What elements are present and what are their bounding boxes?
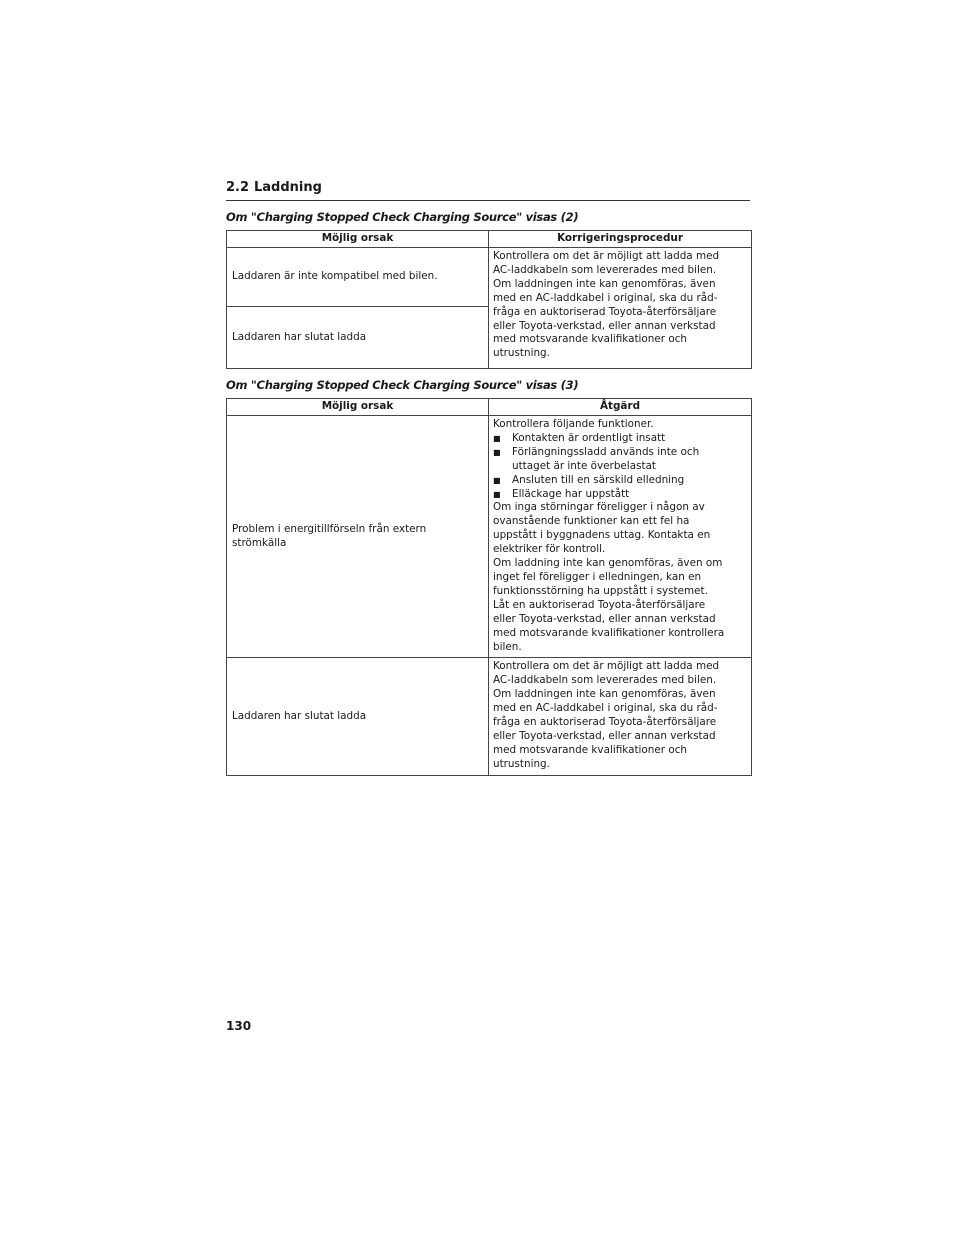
cause-line: strömkälla bbox=[232, 536, 287, 549]
table-row bbox=[227, 416, 752, 658]
table-row bbox=[227, 248, 752, 307]
table2-header-cause: Möjlig orsak bbox=[227, 399, 489, 416]
bullet-text: Ansluten till en särskild elledning bbox=[512, 473, 685, 486]
table1-header-remedy: Korrigeringsprocedur bbox=[489, 231, 752, 248]
list-item bbox=[493, 446, 747, 474]
section-number: 2.2 bbox=[226, 180, 250, 195]
table1 bbox=[226, 230, 752, 369]
bullet-line: Förlängningssladd används inte och bbox=[512, 445, 700, 458]
remedy-line: med motsvarande kvalifikationer och bbox=[493, 333, 687, 346]
remedy-line: utrustning. bbox=[493, 347, 550, 360]
table1-header-row bbox=[227, 231, 752, 248]
table2-cause-2: Laddaren har slutat ladda bbox=[227, 658, 489, 775]
action-intro: Kontrollera följande funktioner. bbox=[493, 418, 654, 430]
remedy-line: Om laddningen inte kan genomföras, även bbox=[493, 277, 716, 290]
action-line: Om laddning inte kan genomföras, även om bbox=[493, 557, 723, 570]
remedy-line: eller Toyota-verkstad, eller annan verkstad bbox=[493, 319, 716, 332]
square-bullet-icon: ■ bbox=[493, 433, 501, 443]
table2-header-action: Åtgärd bbox=[489, 399, 752, 416]
list-item bbox=[493, 432, 747, 446]
bullet-text: Elläckage har uppstått bbox=[512, 487, 630, 500]
remedy-line: med en AC-laddkabel i original, ska du råd- bbox=[493, 291, 718, 304]
table1-caption: Om "Charging Stopped Check Charging Source" visas (2) bbox=[226, 210, 579, 224]
action-line: med motsvarande kvalifikationer kontrollera bbox=[493, 626, 725, 639]
list-item bbox=[493, 474, 747, 488]
bullet-text: Kontakten är ordentligt insatt bbox=[512, 431, 666, 444]
action-line: Om laddningen inte kan genomföras, även bbox=[493, 688, 716, 701]
table1-header-cause: Möjlig orsak bbox=[227, 231, 489, 248]
table2 bbox=[226, 398, 752, 776]
page-number: 130 bbox=[226, 1019, 252, 1033]
table-row bbox=[227, 658, 752, 775]
list-item bbox=[493, 488, 747, 502]
action-line: AC-laddkabeln som levererades med bilen. bbox=[493, 674, 717, 687]
remedy-line: fråga en auktoriserad Toyota-återförsäljare bbox=[493, 305, 717, 318]
square-bullet-icon: ■ bbox=[493, 475, 501, 485]
table1-remedy bbox=[489, 248, 752, 369]
action-line: med motsvarande kvalifikationer och bbox=[493, 743, 687, 756]
table2-header-row bbox=[227, 399, 752, 416]
table2-action-2 bbox=[489, 658, 752, 775]
table1-cause-1: Laddaren är inte kompatibel med bilen. bbox=[227, 248, 489, 307]
action-line: Kontrollera om det är möjligt att ladda med bbox=[493, 660, 720, 673]
action-line: elektriker för kontroll. bbox=[493, 543, 606, 556]
action-line: Låt en auktoriserad Toyota-återförsäljare bbox=[493, 598, 706, 611]
action-line: eller Toyota-verkstad, eller annan verkstad bbox=[493, 729, 716, 742]
table2-action-1 bbox=[489, 416, 752, 658]
section-header bbox=[226, 178, 750, 201]
action-line: ovanstående funktioner kan ett fel ha bbox=[493, 515, 690, 528]
square-bullet-icon: ■ bbox=[493, 447, 501, 457]
table2-cause-1 bbox=[227, 416, 489, 658]
action-line: med en AC-laddkabel i original, ska du råd- bbox=[493, 702, 718, 715]
remedy-line: AC-laddkabeln som levererades med bilen. bbox=[493, 263, 717, 276]
table1-cause-2: Laddaren har slutat ladda bbox=[227, 307, 489, 369]
action-line: inget fel föreligger i elledningen, kan en bbox=[493, 570, 702, 583]
bullet-text bbox=[512, 446, 747, 474]
cause-line: Problem i energitillförseln från extern bbox=[232, 522, 427, 535]
action-line: eller Toyota-verkstad, eller annan verkstad bbox=[493, 612, 716, 625]
action-line: uppstått i byggnadens uttag. Kontakta en bbox=[493, 529, 711, 542]
action-line: utrustning. bbox=[493, 757, 550, 770]
action-line: fråga en auktoriserad Toyota-återförsäljare bbox=[493, 716, 717, 729]
action-line: Om inga störningar föreligger i någon av bbox=[493, 501, 705, 514]
square-bullet-icon: ■ bbox=[493, 489, 501, 499]
action-line: bilen. bbox=[493, 640, 522, 653]
action-line: funktionsstörning ha uppstått i systemet. bbox=[493, 584, 708, 597]
section-title: Laddning bbox=[254, 180, 322, 195]
table2-caption: Om "Charging Stopped Check Charging Source" visas (3) bbox=[226, 378, 579, 392]
remedy-line: Kontrollera om det är möjligt att ladda med bbox=[493, 250, 720, 262]
bullet-line: uttaget är inte överbelastat bbox=[512, 459, 656, 472]
